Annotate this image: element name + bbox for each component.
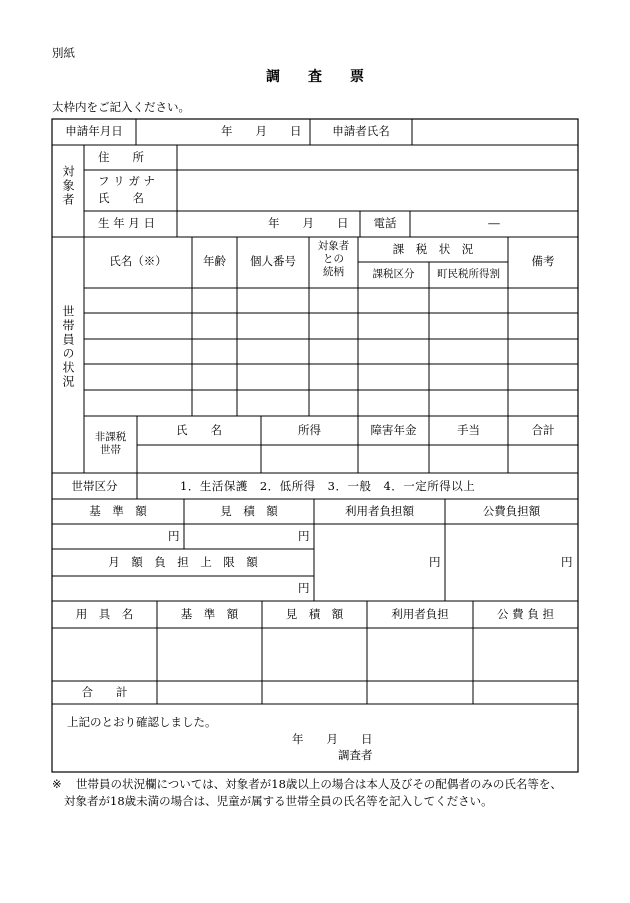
application-date-fill: 年 月 日 [221,124,302,138]
col-id-header: 個人番号 [250,254,296,268]
form-title: 調 査 票 [266,69,364,85]
item-name-header: 用 具 名 [75,607,134,621]
footnote-line-2: 対象者が18歳未満の場合は、児童が属する世帯全員の氏名等を記入してください。 [64,794,493,808]
user-burden-header: 利用者負担額 [345,504,414,518]
standard-amount-header: 基 準 額 [89,504,147,518]
footnote-line-1: 世帯員の状況欄については、対象者が18歳以上の場合は本人及びその配偶者のみの氏名等を、 [76,777,562,791]
household-section-label: 世帯員の状況 [61,305,75,389]
standard-yen-unit: 円 [168,529,180,543]
col-tax-class-header: 課税区分 [372,268,415,280]
birth-date-fill: 年 月 日 [268,216,349,230]
nontax-allowance-header: 手当 [457,423,480,437]
confirmation-date: 年 月 日 [292,732,373,746]
items-total-label: 合 計 [81,685,128,699]
surveyor-label: 調査者 [338,748,373,762]
subject-name-label: 氏 名 [98,191,144,205]
instruction-text: 太枠内をご記入ください。 [52,100,190,114]
col-tax-income-header: 町民税所得割 [437,268,500,280]
estimate-amount-header: 見 積 額 [220,504,278,518]
phone-dash: ― [488,216,500,230]
public-burden-yen-unit: 円 [561,555,573,569]
col-age-header: 年齢 [203,254,226,268]
household-category-options: 1．生活保護 2．低所得 3．一般 4．一定所得以上 [180,479,476,493]
furigana-label: フ リ ガ ナ [98,174,155,188]
confirmation-text: 上記のとおり確認しました。 [67,715,217,729]
application-date-label: 申請年月日 [65,124,123,138]
address-label: 住 所 [98,150,144,164]
public-burden-header: 公費負担額 [482,504,541,518]
birth-date-label: 生 年 月 日 [98,216,155,230]
annex-label: 別紙 [52,46,75,60]
item-standard-header: 基 準 額 [180,607,239,621]
nontax-household-label: 非課税 世帯 [94,431,127,457]
col-tax-header: 課 税 状 況 [392,242,474,256]
subject-section-label: 対象者 [61,165,75,207]
household-category-label: 世帯区分 [71,479,118,493]
item-estimate-header: 見 積 額 [285,607,344,621]
col-name-header: 氏名（※） [109,254,167,268]
applicant-name-label: 申請者氏名 [332,124,390,138]
item-user-header: 利用者負担 [391,607,449,621]
estimate-yen-unit: 円 [298,529,310,543]
col-remarks-header: 備考 [531,254,555,268]
footnote-mark: ※ [52,777,62,791]
item-public-header: 公 費 負 担 [497,607,554,621]
monthly-limit-yen-unit: 円 [298,581,310,595]
nontax-pension-header: 障害年金 [370,423,417,437]
user-burden-yen-unit: 円 [429,555,441,569]
phone-label: 電話 [373,216,397,230]
col-relation-header: 対象者 との 続柄 [317,240,350,279]
nontax-name-header: 氏 名 [176,423,222,437]
nontax-total-header: 合計 [531,423,555,437]
nontax-income-header: 所得 [298,423,321,437]
monthly-limit-label: 月 額 負 担 上 限 額 [108,555,258,569]
